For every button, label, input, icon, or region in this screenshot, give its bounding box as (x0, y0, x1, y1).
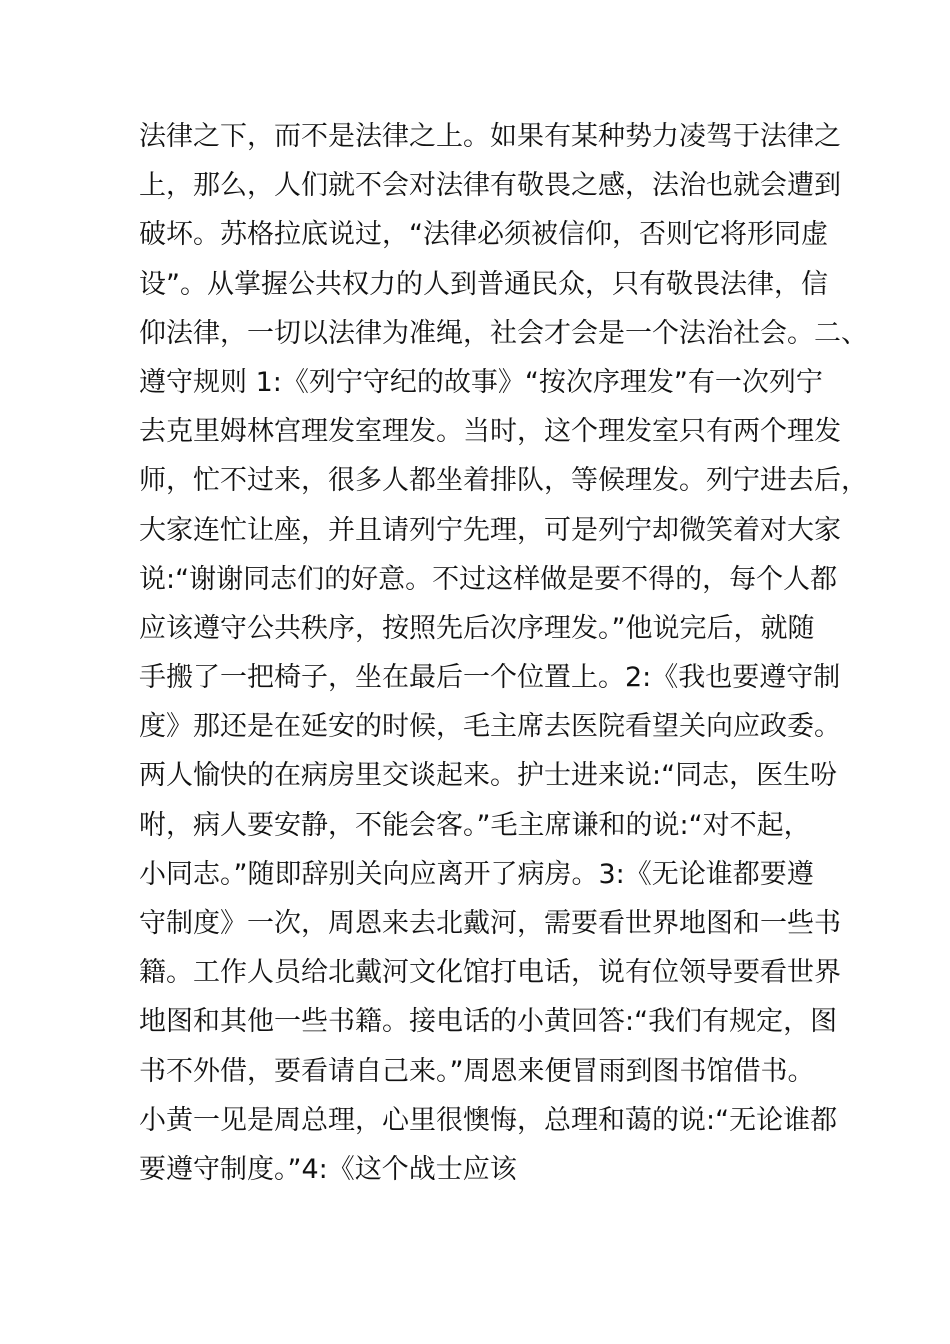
text-line: 法律之下，而不是法律之上。如果有某种势力凌驾于法律之 (139, 121, 841, 152)
text-line: 设”。从掌握公共权力的人到普通民众，只有敬畏法律，信 (139, 268, 828, 300)
text-line: 度》那还是在延安的时候，毛主席去医院看望关向应政委。 (139, 711, 841, 743)
text-line: 仰法律，一切以法律为准绳，社会才会是一个法治社会。二、 (139, 317, 868, 349)
text-line: 说:“谢谢同志们的好意。不过这样做是要不得的，每个人都 (139, 563, 838, 595)
text-line: 两人愉快的在病房里交谈起来。护士进来说:“同志，医生吩 (139, 760, 838, 792)
text-line: 上，那么，人们就不会对法律有敬畏之感，法治也就会遭到 (139, 170, 841, 202)
text-line: 小黄一见是周总理，心里很懊悔，总理和蔼的说:“无论谁都 (139, 1104, 838, 1136)
text-line: 要遵守制度。”4:《这个战士应该 (139, 1153, 517, 1185)
text-line: 大家连忙让座，并且请列宁先理，可是列宁却微笑着对大家 (139, 514, 841, 546)
text-line: 守制度》一次，周恩来去北戴河，需要看世界地图和一些书 (139, 908, 841, 939)
text-line: 地图和其他一些书籍。接电话的小黄回答:“我们有规定，图 (139, 1006, 838, 1038)
text-line: 小同志。”随即辞别关向应离开了病房。3:《无论谁都要遵 (139, 858, 814, 890)
text-line: 破坏。苏格拉底说过，“法律必须被信仰，否则它将形同虚 (139, 219, 828, 251)
text-line: 书不外借，要看请自己来。”周恩来便冒雨到图书馆借书。 (139, 1055, 815, 1087)
text-line: 手搬了一把椅子，坐在最后一个位置上。2:《我也要遵守制 (139, 662, 841, 694)
text-line: 遵守规则 1:《列宁守纪的故事》“按次序理发”有一次列宁 (139, 366, 823, 398)
body-text (139, 112, 868, 1194)
text-line: 咐，病人要安静，不能会客。”毛主席谦和的说:“对不起， (139, 809, 811, 841)
text-line: 去克里姆林宫理发室理发。当时，这个理发室只有两个理发 (139, 416, 841, 448)
text-line: 籍。工作人员给北戴河文化馆打电话，说有位领导要看世界 (139, 957, 841, 989)
text-line: 师，忙不过来，很多人都坐着排队，等候理发。列宁进去后， (139, 465, 868, 497)
text-line: 应该遵守公共秩序，按照先后次序理发。”他说完后，就随 (139, 612, 815, 644)
